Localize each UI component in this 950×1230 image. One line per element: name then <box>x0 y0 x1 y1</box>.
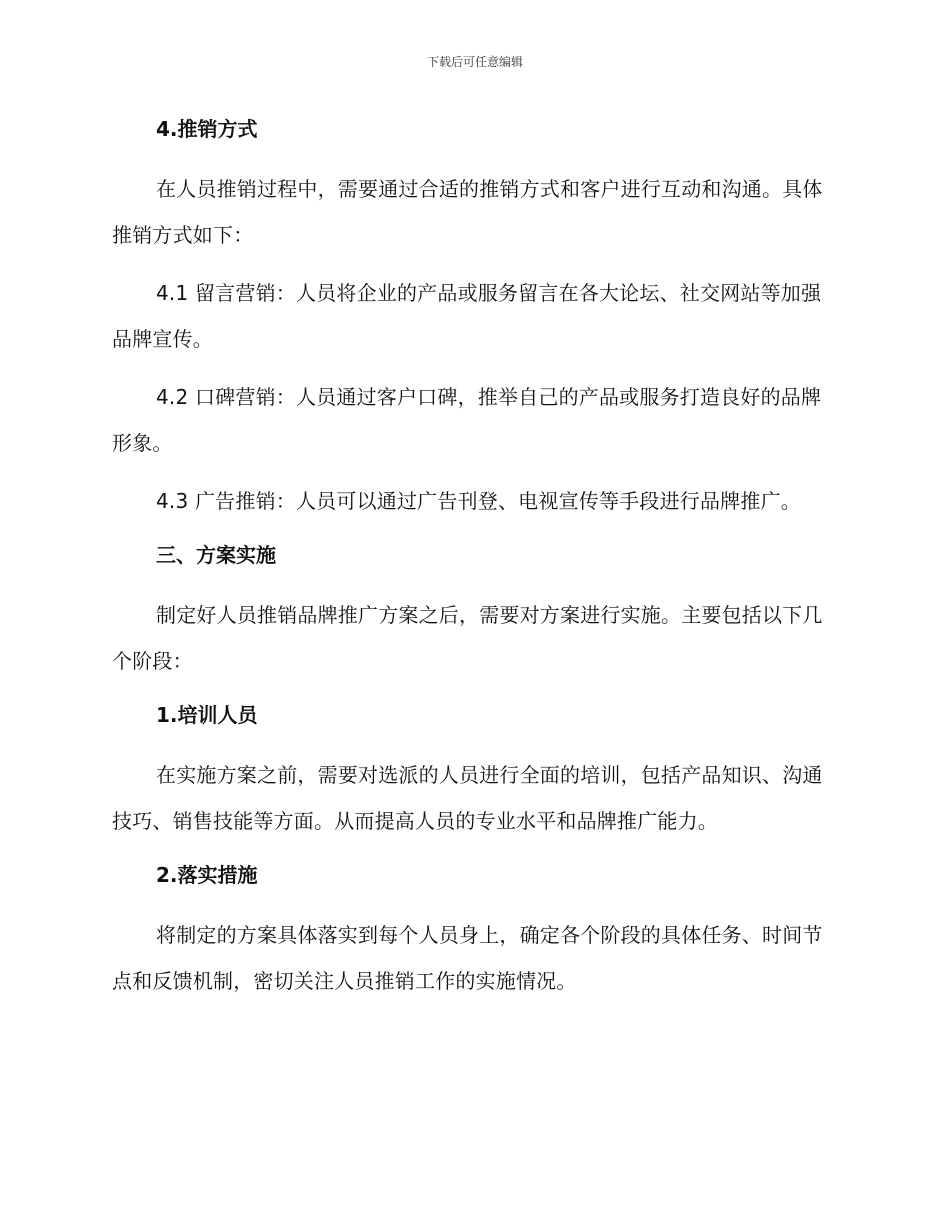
section-heading-training: 1.培训人员 <box>156 703 258 727</box>
document-body <box>112 110 836 1016</box>
paragraph-sales-intro: 在人员推销过程中，需要通过合适的推销方式和客户进行互动和沟通。具体推销方式如下： <box>112 177 823 247</box>
section-heading-sales-methods: 4.推销方式 <box>156 117 258 141</box>
section-heading-implementation: 三、方案实施 <box>156 543 276 567</box>
paragraph-word-of-mouth: 4.2 口碑营销：人员通过客户口碑，推举自己的产品或服务打造良好的品牌形象。 <box>112 385 822 455</box>
paragraph-measures: 将制定的方案具体落实到每个人员身上，确定各个阶段的具体任务、时间节点和反馈机制，密切关注人员推销工作的实施情况。 <box>112 923 823 993</box>
paragraph-advertising: 4.3 广告推销：人员可以通过广告刊登、电视宣传等手段进行品牌推广。 <box>156 489 801 513</box>
paragraph-training: 在实施方案之前，需要对选派的人员进行全面的培训，包括产品知识、沟通技巧、销售技能等方面。从而提高人员的专业水平和品牌推广能力。 <box>112 763 823 833</box>
paragraph-implementation-intro: 制定好人员推销品牌推广方案之后，需要对方案进行实施。主要包括以下几个阶段： <box>112 603 823 673</box>
page-header: 下载后可任意编辑 <box>426 55 523 69</box>
paragraph-message-marketing: 4.1 留言营销：人员将企业的产品或服务留言在各大论坛、社交网站等加强品牌宣传。 <box>112 281 822 351</box>
section-heading-measures: 2.落实措施 <box>156 863 258 887</box>
